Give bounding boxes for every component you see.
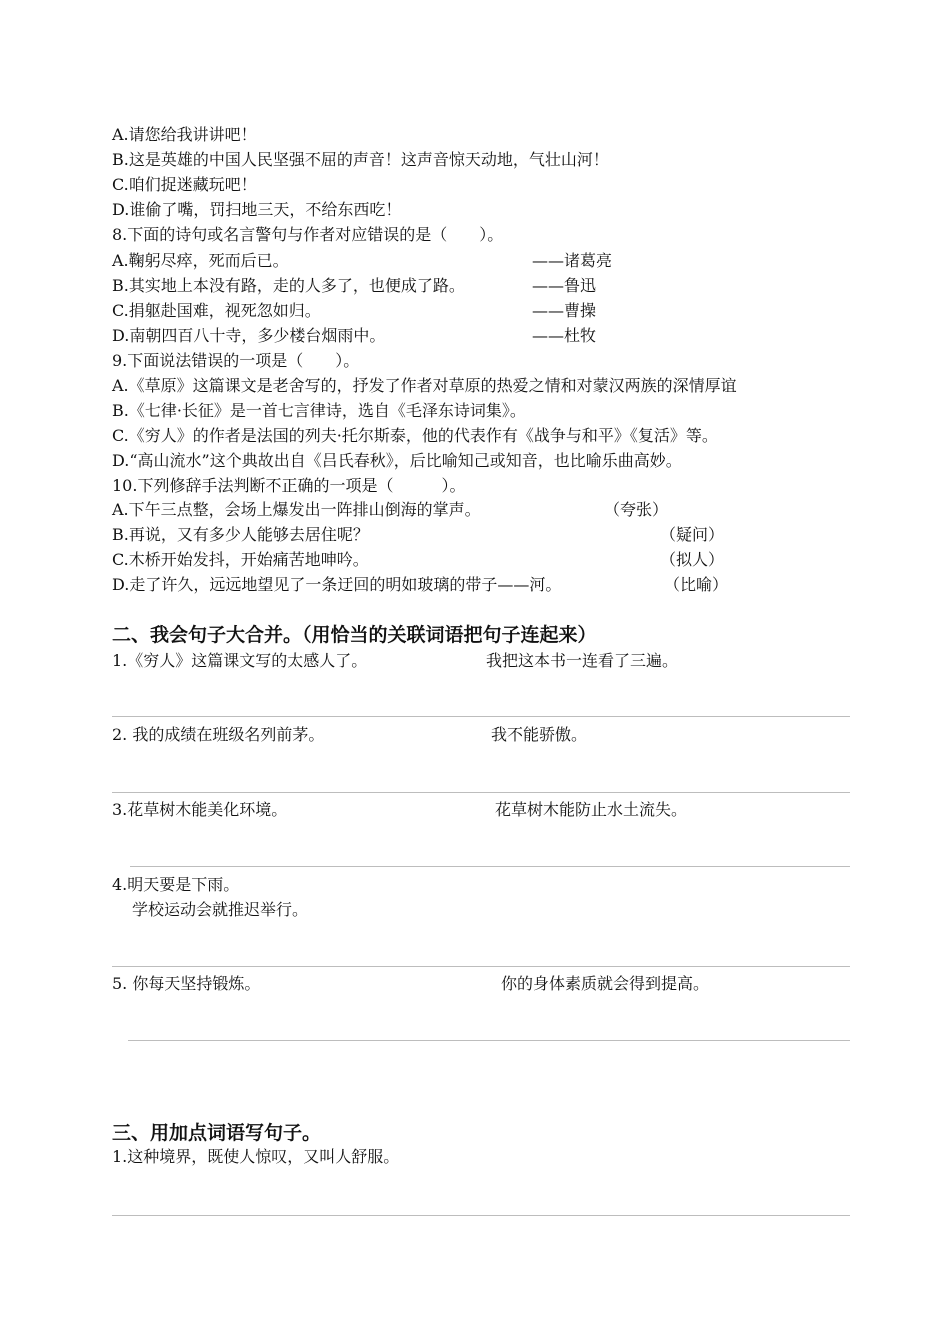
- s2-item1-right: 我把这本书一连看了三遍。: [486, 651, 679, 670]
- q7-option-b: B.这是英雄的中国人民坚强不屈的声音！这声音惊天动地，气壮山河！: [112, 150, 609, 169]
- q10-option-b-tag: （疑问）: [660, 525, 725, 544]
- s2-item3-right: 花草树木能防止水土流失。: [495, 800, 688, 819]
- q10-option-c-tag: （拟人）: [660, 550, 725, 569]
- s2-item4-answer-line[interactable]: [112, 966, 850, 967]
- q8-option-b: B.其实地上本没有路，走的人多了，也便成了路。: [112, 276, 465, 295]
- s2-item4-right: 学校运动会就推迟举行。: [132, 900, 309, 919]
- q9-option-c: C.《穷人》的作者是法国的列夫·托尔斯泰，他的代表作有《战争与和平》《复活》等。: [112, 426, 718, 445]
- s2-item2-right: 我不能骄傲。: [491, 725, 588, 744]
- q7-option-a: A.请您给我讲讲吧！: [112, 125, 257, 144]
- q10-option-a-tag: （夸张）: [604, 500, 669, 519]
- q9-option-d: D.“高山流水”这个典故出自《吕氏春秋》，后比喻知己或知音，也比喻乐曲高妙。: [112, 451, 682, 470]
- q7-option-d: D.谁偷了嘴，罚扫地三天，不给东西吃！: [112, 200, 402, 219]
- q8-option-d: D.南朝四百八十寺，多少楼台烟雨中。: [112, 326, 386, 345]
- s2-item5-left: 5. 你每天坚持锻炼。: [112, 974, 261, 993]
- q10-option-c: C.木桥开始发抖，开始痛苦地呻吟。: [112, 550, 369, 569]
- s2-item3-left: 3.花草树木能美化环境。: [112, 800, 288, 819]
- q9-question: 9.下面说法错误的一项是（ ）。: [112, 351, 360, 370]
- section2-title: 二、我会句子大合并。（用恰当的关联词语把句子连起来）: [112, 624, 597, 646]
- q10-option-d-tag: （比喻）: [664, 575, 729, 594]
- s2-item3-answer-line[interactable]: [130, 866, 850, 867]
- q10-option-d: D.走了许久，远远地望见了一条迂回的明如玻璃的带子——河。: [112, 575, 562, 594]
- s2-item4-left: 4.明天要是下雨。: [112, 875, 240, 894]
- q8-question: 8.下面的诗句或名言警句与作者对应错误的是（ ）。: [112, 225, 504, 244]
- q8-option-a: A.鞠躬尽瘁，死而后已。: [112, 251, 289, 270]
- q8-option-b-author: ——鲁迅: [532, 276, 597, 295]
- q10-question: 10.下列修辞手法判断不正确的一项是（ ）。: [112, 476, 466, 495]
- q8-option-c-author: ——曹操: [532, 301, 597, 320]
- s2-item1-answer-line[interactable]: [112, 716, 850, 717]
- s3-item1: 1.这种境界，既使人惊叹，又叫人舒服。: [112, 1147, 400, 1166]
- s2-item1-left: 1.《穷人》这篇课文写的太感人了。: [112, 651, 368, 670]
- q8-option-a-author: ——诸葛亮: [532, 251, 613, 270]
- q9-option-a: A.《草原》这篇课文是老舍写的，抒发了作者对草原的热爱之情和对蒙汉两族的深情厚谊: [112, 376, 737, 395]
- q7-option-c: C.咱们捉迷藏玩吧！: [112, 175, 257, 194]
- q10-option-a: A.下午三点整，会场上爆发出一阵排山倒海的掌声。: [112, 500, 481, 519]
- s2-item5-right: 你的身体素质就会得到提高。: [501, 974, 710, 993]
- s3-item1-answer-line[interactable]: [112, 1215, 850, 1216]
- s2-item5-answer-line[interactable]: [128, 1040, 850, 1041]
- section3-title: 三、用加点词语写句子。: [112, 1122, 322, 1144]
- s2-item2-left: 2. 我的成绩在班级名列前茅。: [112, 725, 325, 744]
- q8-option-d-author: ——杜牧: [532, 326, 597, 345]
- q9-option-b: B.《七律·长征》是一首七言律诗，选自《毛泽东诗词集》。: [112, 401, 526, 420]
- q8-option-c: C.捐躯赴国难，视死忽如归。: [112, 301, 321, 320]
- s2-item2-answer-line[interactable]: [112, 792, 850, 793]
- q10-option-b: B.再说，又有多少人能够去居住呢？: [112, 525, 369, 544]
